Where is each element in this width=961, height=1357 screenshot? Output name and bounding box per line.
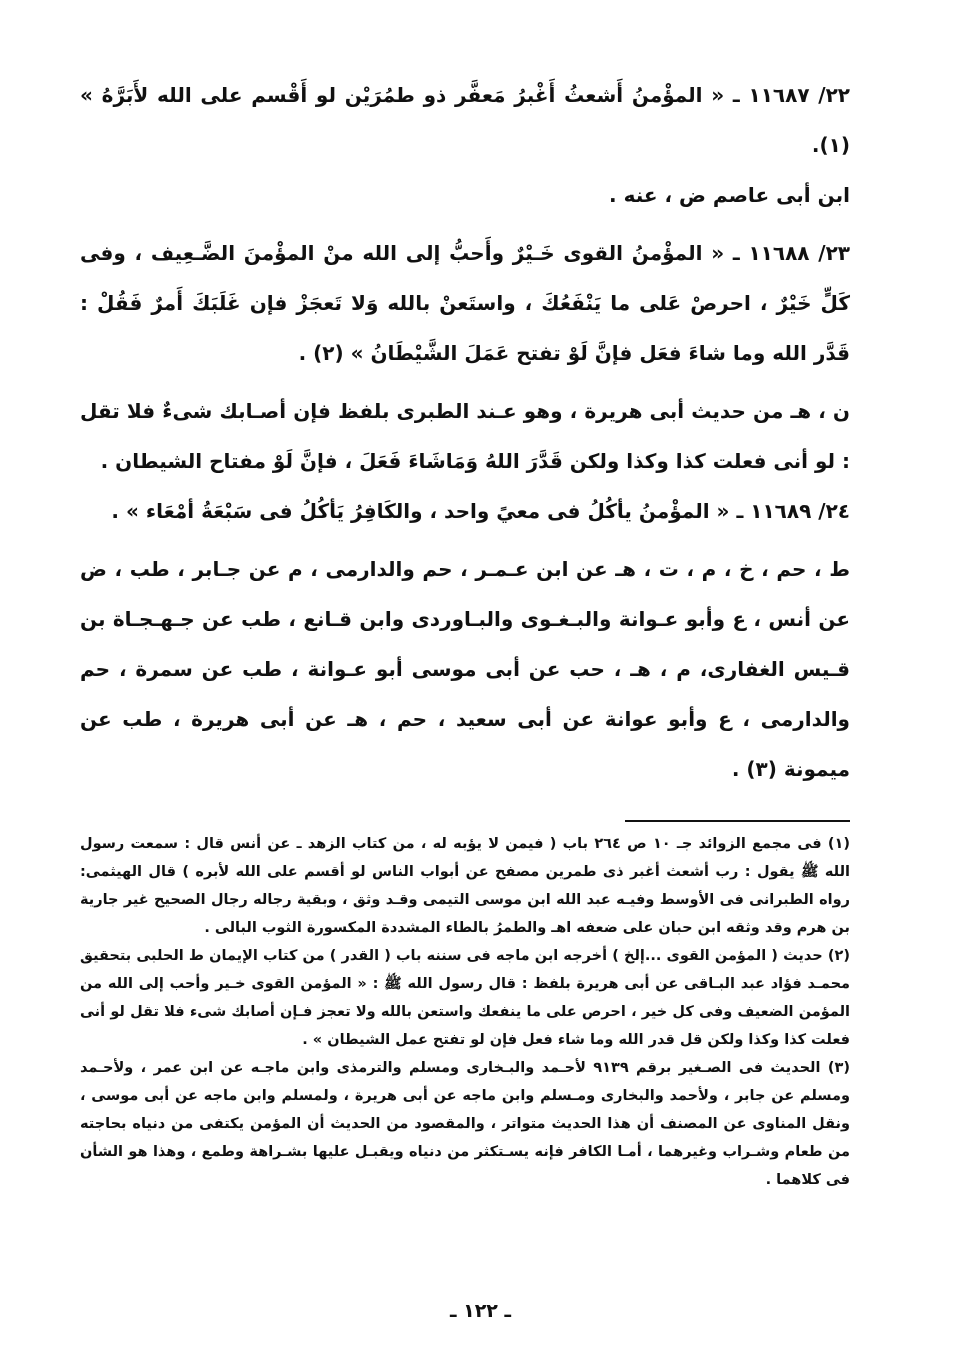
footnote-mark: (٢): [827, 948, 850, 964]
hadith-entry-24: [80, 486, 850, 536]
footnote-text: الحديث فى الصـغير برقم ٩١٣٩ لأحـمد والبـخارى ومسلم والترمذى وابن ماجـه عن ابن عمر ، ولأحـمد ومسلم عن جابر ، ولأحمد والبخارى ومـسلم وابن ماجه عن أبى هريرة ، ولمسلم وابن ماجه عن أبى موسى ، ونقل المناوى عن المصنف أن هذا الحديث متواتر ، والمقصود من الحديث أن المؤمن يكتفى من دنياه بحاجته من طعام وشـراب وغيرهما ، أمـا الكافر فإنه يسـتكثر من دنياه ويقبـل عليها بشـراهة وطمع ، وهذا هو الشأن فى كلاهما .: [80, 1060, 850, 1188]
footnote-divider: [625, 820, 850, 822]
hadith-number: ٢٤/ ١١٦٨٩: [750, 499, 850, 523]
hadith-entry-22: [80, 70, 850, 170]
footnote-2: [80, 942, 850, 1054]
hadith-text: ـ « المؤْمنُ أَشعثُ أَغْبرُ مَعفَّر ذو طمُرَيْن لو أَقْسم على الله لأَبَرَّهُ » (١).: [80, 83, 850, 157]
page-body: [80, 70, 850, 1194]
footnote-3: [80, 1054, 850, 1194]
hadith-source-24: ط ، حم ، خ ، م ، ت ، هـ عن ابن عـمـر ، حم والدارمى ، م عن جـابر ، طب ، ض عن أنس ، ع وأبو عـوانة والبـغـوى والبـاوردى وابن قـانع ، طب عن جـهـجـاة بن قـيس الغفارى، م ، هـ ، حب عن أبى موسى أبو عـوانة ، طب عن سمرة ، حم والدارمى ، ع وأبو عوانة عن أبى سعيد ، حم ، هـ عن أبى هريرة ، طب عن ميمونة (٣) .: [80, 557, 850, 781]
hadith-number: ٢٣/ ١١٦٨٨: [748, 241, 850, 265]
footnote-text: حديث ( المؤمن القوى ...إلخ ) أخرجه ابن ماجه فى سننه باب ( القدر ) من كتاب الإيمان ط الحلبى بتحقيق محمـد فؤاد عبد البـاقى عن أبى هريرة بلفظ : قال رسول الله ﷺ : « المؤمن القوى خـير وأحب إلى الله من المؤمن الضعيف وفى كل خير ، احرص على ما ينفعك واستعن بالله ولا تعجز فـإن أصابك شىء فلا تقل لو أنى فعلت كذا وكذا ولكن قل قدر الله وما شاء فعل فإن لو تفتح عمل الشيطان » .: [80, 948, 850, 1048]
hadith-source-22: ابن أبى عاصم ض ، عنه .: [609, 183, 850, 207]
page-number: ـ ١٢٢ ـ: [449, 1300, 511, 1322]
footnote-text: فى مجمع الزوائد جـ ١٠ ص ٢٦٤ باب ( فيمن لا يؤبه له ، من كتاب الزهد ـ عن أنس قال : سمعت رسول الله ﷺ يقول : رب أشعث أغبر ذى طمرين مصفح عن أبواب الناس لو أقسم على الله لأبره ) قال الهيثمى: رواه الطبرانى فى الأوسط وفيـه عبد الله ابن موسى التيمى وقـد وثق ، وبقية رجاله رجال الصحيح غير جارية بن هرم وقد وثقه ابن حبان على ضعفه اهـ والطمرُ بالطاء المشددة المكسورة الثوب البالى .: [80, 836, 850, 936]
footnote-1: [80, 830, 850, 942]
hadith-number: ٢٢/ ١١٦٨٧: [748, 83, 850, 107]
hadith-text: ـ « المؤْمنُ القوى خَـيْرٌ وأَحبُّ إلى الله منْ المؤْمنَ الضَّـعِيف ، وفى كَلٍّ خَيْرٌ ، احرصْ عَلى ما يَنْفَعُكَ ، واستَعنْ بالله وَلا تَعجَزْ فإن غَلَبَكَ أَمرٌ فَقُلْ : قَدَّر الله وما شاءَ فعَل فإنَّ لَوْ تفتح عَمَلَ الشَّيْطَانُ » (٢) .: [80, 241, 850, 365]
hadith-source-23: ن ، هـ من حديث أبى هريرة ، وهو عـند الطبرى بلفظ فإن أصـابك شىءٌ فلا تقل : لو أنى فعلت كذا وكذا ولكن قَدَّرَ اللهُ وَمَاشَاءَ فَعَلَ ، فإنَّ لَوْ مفتاح الشيطان .: [80, 399, 850, 473]
hadith-entry-23: [80, 228, 850, 378]
hadith-text: ـ « المؤْمنُ يأكُلُ فى معيً واحد ، والكَافِرُ يَأكُلُ فى سَبْعَةُ أمْعَاء » .: [111, 499, 751, 523]
footnote-mark: (١): [827, 836, 850, 852]
footnote-mark: (٣): [827, 1060, 850, 1076]
